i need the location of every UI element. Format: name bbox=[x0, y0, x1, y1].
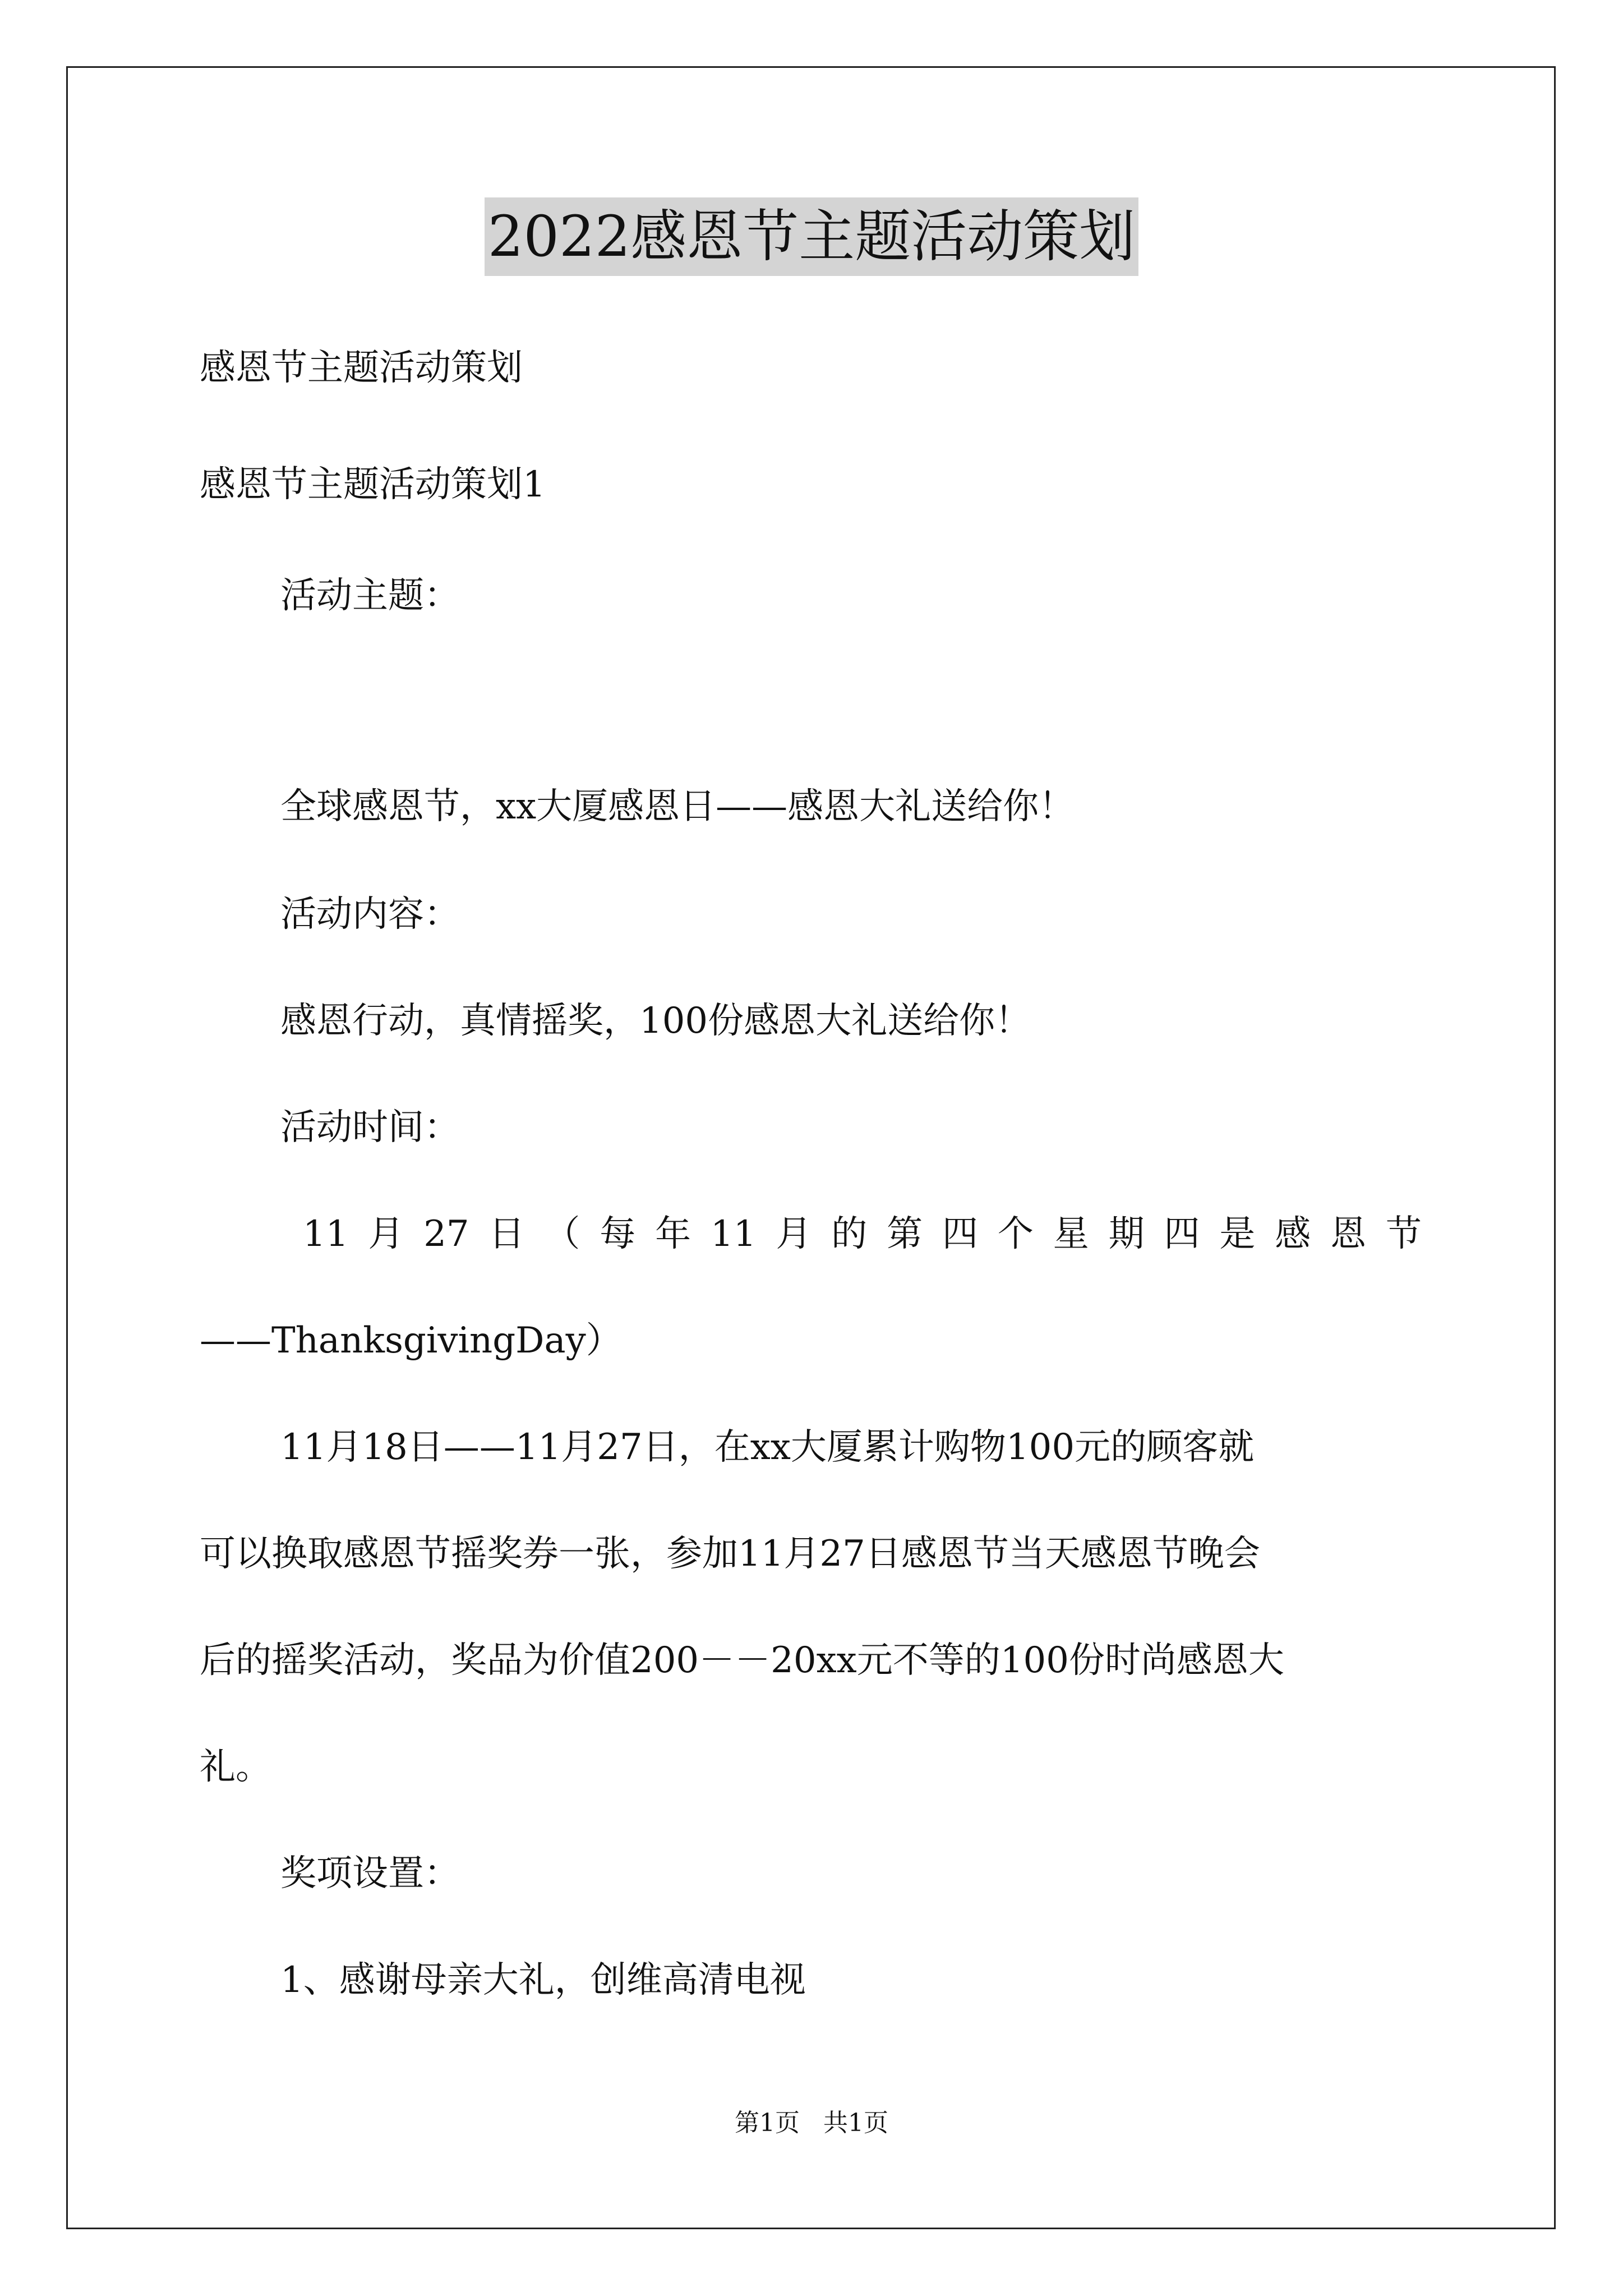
justified-line-token: 月 bbox=[368, 1213, 404, 1255]
justified-line-token: 的 bbox=[831, 1213, 868, 1255]
justified-line-token: 期 bbox=[1108, 1213, 1145, 1255]
paragraph-line: 后的摇奖活动，奖品为价值200－－20xx元不等的100份时尚感恩大 bbox=[200, 1640, 1284, 1681]
paragraph-line: 可以换取感恩节摇奖券一张，参加11月27日感恩节当天感恩节晚会 bbox=[200, 1533, 1260, 1575]
justified-line-token: 年 bbox=[655, 1213, 691, 1255]
justified-line-token: 恩 bbox=[1330, 1213, 1367, 1255]
page-number-current: 第1页 bbox=[735, 2109, 800, 2137]
paragraph-line: ——ThanksgivingDay） bbox=[200, 1320, 622, 1361]
justified-line-token: 11 bbox=[711, 1213, 757, 1255]
justified-line-token: 每 bbox=[600, 1213, 636, 1255]
justified-line-token: 月 bbox=[776, 1213, 812, 1255]
justified-line-token: 感 bbox=[1275, 1213, 1311, 1255]
justified-line-token: 27 bbox=[423, 1213, 469, 1255]
paragraph-subheading: 感恩节主题活动策划1 bbox=[200, 464, 546, 505]
justified-line-token: 11 bbox=[303, 1213, 349, 1255]
paragraph-line: 感恩行动，真情摇奖，100份感恩大礼送给你！ bbox=[280, 1000, 1031, 1042]
paragraph-line: 活动时间： bbox=[280, 1107, 460, 1148]
justified-line-token: （ bbox=[544, 1213, 580, 1255]
justified-line-token: 四 bbox=[1164, 1213, 1200, 1255]
paragraph-line: 奖项设置： bbox=[280, 1853, 460, 1894]
justified-line-token: 日 bbox=[488, 1213, 525, 1255]
paragraph-line: 礼。 bbox=[200, 1746, 271, 1788]
document-title: 2022感恩节主题活动策划 bbox=[485, 197, 1139, 276]
page-footer bbox=[0, 2106, 1623, 2140]
paragraph-line: 活动内容： bbox=[280, 894, 460, 935]
paragraph-line: 1、感谢母亲大礼，创维高清电视 bbox=[280, 1959, 806, 2001]
title-container bbox=[0, 197, 1623, 276]
justified-line-token: 个 bbox=[997, 1213, 1034, 1255]
justified-line-token: 四 bbox=[942, 1213, 978, 1255]
paragraph-line: 11月18日——11月27日，在xx大厦累计购物100元的顾客就 bbox=[280, 1427, 1255, 1468]
justified-date-line bbox=[303, 1212, 1422, 1257]
paragraph-line: 活动主题： bbox=[280, 575, 460, 616]
justified-line-token: 是 bbox=[1219, 1213, 1256, 1255]
paragraph-heading: 感恩节主题活动策划 bbox=[200, 347, 523, 389]
justified-line-token: 第 bbox=[887, 1213, 923, 1255]
paragraph-line: 全球感恩节，xx大厦感恩日——感恩大礼送给你！ bbox=[280, 786, 1075, 827]
page-number-total: 共1页 bbox=[823, 2109, 888, 2137]
justified-line-token: 星 bbox=[1053, 1213, 1089, 1255]
justified-line-token: 节 bbox=[1385, 1213, 1422, 1255]
